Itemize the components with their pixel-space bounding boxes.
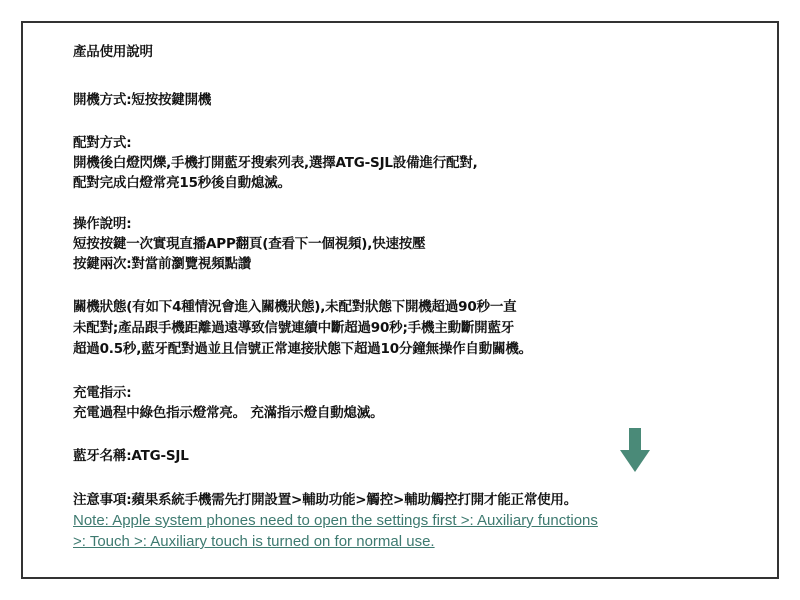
notice-text: 注意事項:蘋果系統手機需先打開設置>輔助功能>觸控>輔助觸控打開才能正常使用。 [73, 492, 578, 508]
shutdown-line-3: 超過0.5秒,藍牙配對過並且信號正常連接狀態下超過10分鐘無操作自動關機。 [73, 341, 532, 357]
shutdown-line-1: 關機狀態(有如下4種情況會進入關機狀態),未配對狀態下開機超過90秒一直 [73, 299, 517, 315]
charging-line-1: 充電過程中綠色指示燈常亮。 充滿指示燈自動熄滅。 [73, 405, 384, 421]
shutdown-line-2: 未配對;產品跟手機距離過遠導致信號連續中斷超過90秒;手機主動斷開藍牙 [73, 320, 515, 336]
pairing-line-1: 開機後白燈閃爍,手機打開藍牙搜索列表,選擇ATG-SJL設備進行配對, [73, 155, 478, 171]
document-title: 產品使用說明 [73, 44, 153, 60]
bluetooth-name: 藍牙名稱:ATG-SJL [73, 448, 189, 464]
pairing-line-2: 配對完成白燈常亮15秒後自動熄滅。 [73, 175, 291, 191]
power-on-method: 開機方式:短按按鍵開機 [73, 92, 212, 108]
charging-heading: 充電指示: [73, 385, 132, 401]
note-en-line-2: >: Touch >: Auxiliary touch is turned on for normal use. [73, 533, 435, 550]
note-en-line-1: Note: Apple system phones need to open the settings first >: Auxiliary functions [73, 512, 598, 529]
arrow-down-icon [620, 428, 650, 472]
operation-line-2: 按鍵兩次:對當前瀏覽視頻點讚 [73, 256, 252, 272]
operation-heading: 操作說明: [73, 216, 132, 232]
pairing-heading: 配對方式: [73, 135, 132, 151]
operation-line-1: 短按按鍵一次實現直播APP翻頁(查看下一個視頻),快速按壓 [73, 236, 426, 252]
